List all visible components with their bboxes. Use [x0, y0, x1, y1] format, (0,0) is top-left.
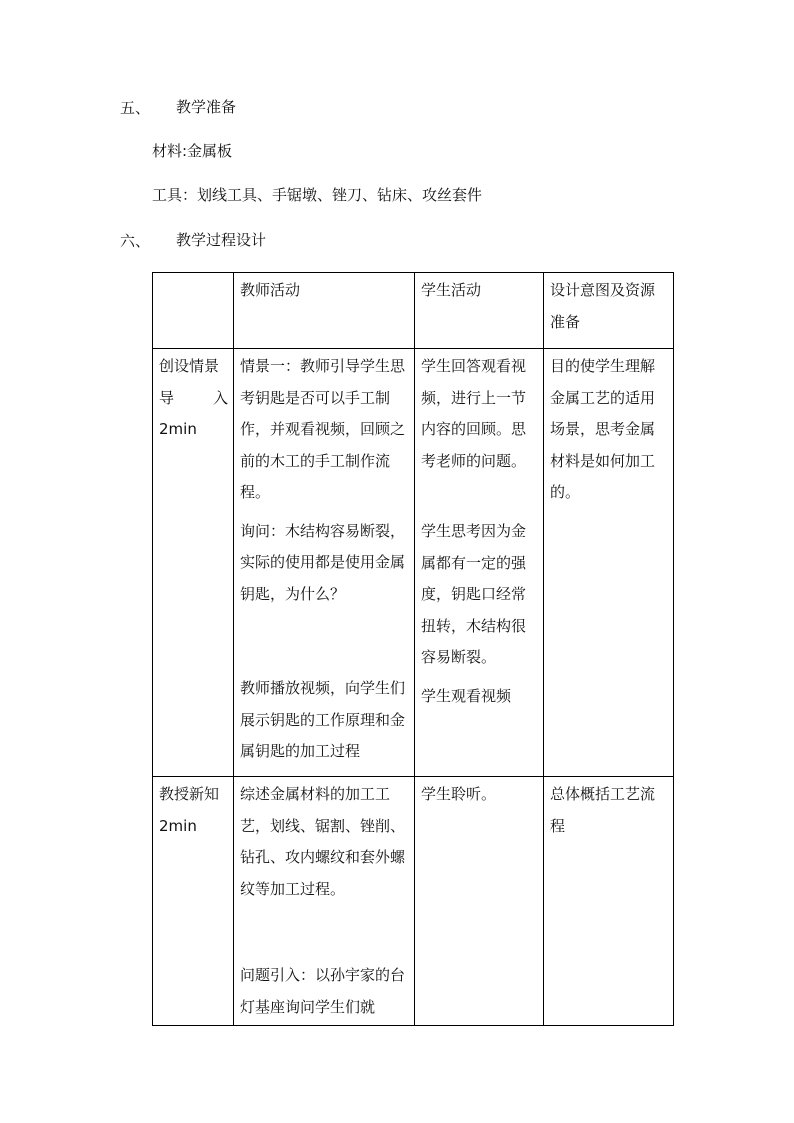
design-intent-cell: 目的使学生理解金属工艺的适用场景，思考金属材料是如何加工的。 — [544, 349, 674, 777]
table-row — [153, 349, 674, 777]
section-6-number: 六、 — [120, 232, 151, 250]
student-paragraph: 学生观看视频 — [421, 686, 512, 705]
teacher-paragraph: 情景一：教师引导学生思考钥匙是否可以手工制作，并观看视频，回顾之前的木工的手工制作流程。 — [240, 357, 406, 501]
stage-cell — [153, 349, 234, 777]
section-5-number: 五、 — [120, 99, 151, 117]
teacher-activity-cell — [234, 777, 415, 1026]
student-activity-cell: 学生聆听。 — [415, 777, 544, 1026]
teacher-paragraph: 询问：木结构容易断裂，实际的使用都是使用金属钥匙，为什么？ — [240, 521, 406, 603]
header-teacher-activity: 教师活动 — [234, 273, 415, 349]
section-5-title: 教学准备 — [176, 98, 237, 116]
stage-label: 教授新知 — [159, 785, 220, 803]
stage-time: 2min — [159, 816, 197, 835]
student-activity-cell — [415, 349, 544, 777]
stage-label-line1: 创设情景 — [159, 357, 220, 375]
teacher-paragraph: 教师播放视频，向学生们展示钥匙的工作原理和金属钥匙的加工过程 — [240, 679, 406, 760]
design-intent-cell: 总体概括工艺流程 — [544, 777, 674, 1026]
student-paragraph: 学生思考因为金属都有一定的强度，钥匙口经常扭转，木结构很容易断裂。 — [421, 522, 527, 666]
table-header-row — [153, 273, 674, 349]
teacher-paragraph: 问题引入：以孙宇家的台灯基座询问学生们就 — [240, 966, 406, 1016]
materials-line: 材料:金属板 — [152, 142, 233, 160]
stage-time: 2min — [159, 420, 197, 438]
student-paragraph: 学生回答观看视频，进行上一节内容的回顾。思考老师的问题。 — [421, 357, 527, 470]
header-stage — [153, 273, 234, 349]
tools-line: 工具：划线工具、手锯墩、锉刀、钻床、攻丝套件 — [152, 186, 483, 204]
teacher-activity-cell — [234, 349, 415, 777]
header-design-intent: 设计意图及资源准备 — [544, 273, 674, 349]
section-6-title: 教学过程设计 — [176, 231, 267, 249]
teaching-process-table — [152, 272, 674, 1026]
header-student-activity: 学生活动 — [415, 273, 544, 349]
stage-cell — [153, 777, 234, 1026]
stage-label-line2: 导 入 — [159, 388, 228, 407]
table-row — [153, 777, 674, 1026]
teacher-paragraph: 综述金属材料的加工工艺，划线、锯割、锉削、钻孔、攻内螺纹和套外螺纹等加工过程。 — [240, 785, 406, 898]
